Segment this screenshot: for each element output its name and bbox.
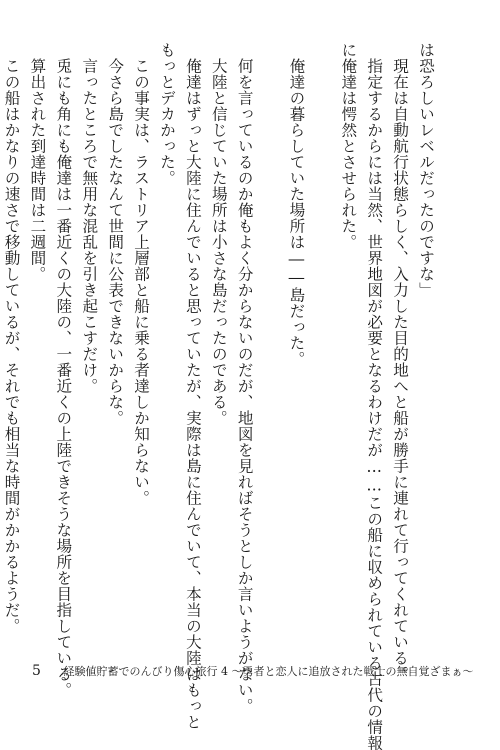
text-line: 兎にも角にも俺達は一番近くの大陸の、一番近くの上陸できそうな場所を目指している。 xyxy=(54,57,73,698)
text-line: は恐ろしいレベルだったのですな」 xyxy=(417,42,435,298)
text-line: に俺達は愕然とさせられた。 xyxy=(339,42,358,250)
text-line: 俺達の暮らしていた場所は――島だった。 xyxy=(287,57,306,367)
text-line: この事実は、ラストリア上層部と船に乗る者達しか知らない。 xyxy=(132,57,151,506)
text-line: 指定するからには当然、世界地図が必要となるわけだが……この船に収められている古代の情報 xyxy=(365,57,384,750)
text-line: 今さら島でしたなんて世間に公表できないからな。 xyxy=(106,57,125,426)
text-line: もっとデカかった。 xyxy=(157,42,176,186)
text-line: 現在は自動航行状態らしく、入力した目的地へと船が勝手に連れて行ってくれている。 xyxy=(391,57,410,682)
text-line: 算出された到達時間は二週間。 xyxy=(28,57,47,282)
text-line: この船はかなりの速さで移動しているが、それでも相当な時間がかかるようだ。 xyxy=(2,57,21,634)
text-line: 俺達はずっと大陸に住んでいると思っていたが、実際は島に住んでいて、本当の大陸はもっと xyxy=(183,57,202,730)
blank-line xyxy=(257,42,283,627)
text-line: 大陸と信じていた場所は小さな島だったのである。 xyxy=(209,57,228,426)
text-line: 何を言っているのか俺もよく分からないのだが、地図を見ればそうとしか言いようがない。 xyxy=(235,57,254,714)
text-line: 言ったところで無用な混乱を引き起こすだけ。 xyxy=(80,57,99,394)
page-number: 5 xyxy=(32,663,41,679)
book-title: 経験値貯蓄でのんびり傷心旅行 4 ～勇者と恋人に追放された戦士の無自覚ざまぁ～ xyxy=(63,665,474,678)
page-footer xyxy=(32,662,474,680)
blank-line xyxy=(308,42,334,627)
